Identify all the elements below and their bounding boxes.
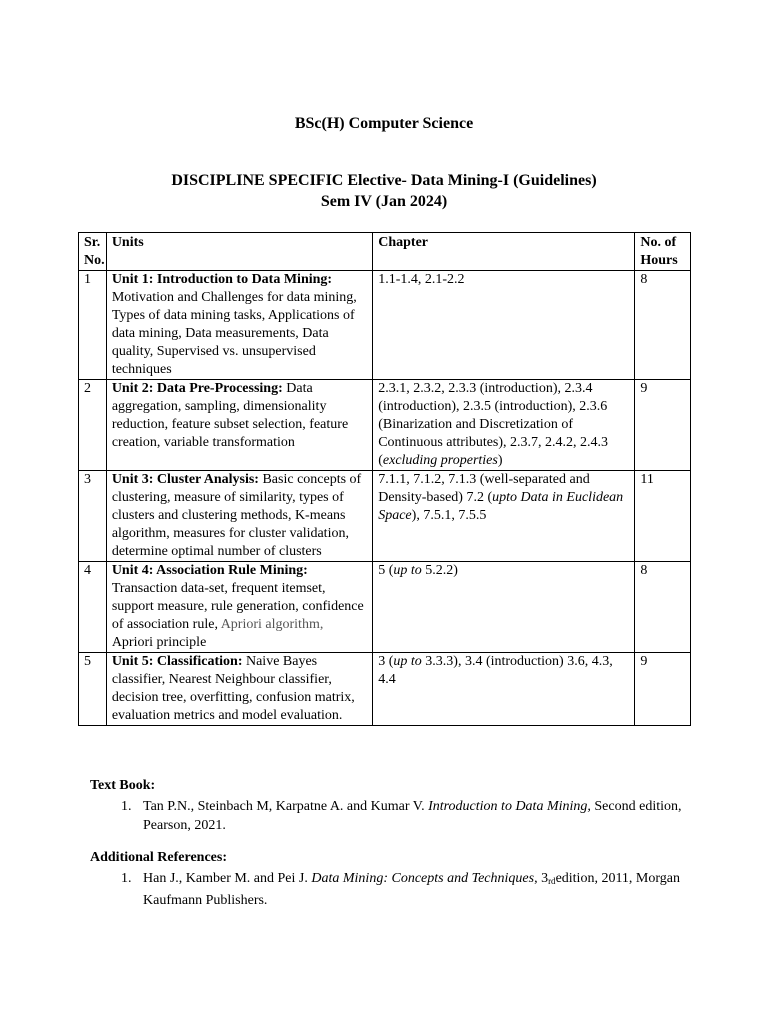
table-row bbox=[79, 562, 691, 653]
chapter-italic: excluding properties bbox=[382, 453, 498, 468]
row-hours: 8 bbox=[635, 271, 691, 380]
reference-item bbox=[135, 869, 725, 910]
row-hours: 9 bbox=[635, 380, 691, 471]
header-chapter: Chapter bbox=[373, 233, 635, 271]
reference-item bbox=[135, 797, 725, 835]
chapter-text: 5.2.2) bbox=[421, 563, 458, 578]
row-srno: 5 bbox=[79, 653, 107, 726]
row-hours: 8 bbox=[635, 562, 691, 653]
chapter-text: 3.3.3), 3.4 (introduction) 3.6, 4.3, 4.4 bbox=[378, 654, 613, 687]
semester-title: Sem IV (Jan 2024) bbox=[320, 193, 448, 210]
program-title: BSc(H) Computer Science bbox=[294, 115, 474, 132]
row-srno: 4 bbox=[79, 562, 107, 653]
unit-title: Unit 5: Classification: bbox=[111, 654, 243, 669]
unit-text: Naive Bayes classifier, Nearest Neighbour classifier, decision tree, overfitting, confusion matrix, evaluation metrics and model evaluation. bbox=[111, 654, 355, 723]
additional-references-list bbox=[90, 869, 725, 910]
course-title: DISCIPLINE SPECIFIC Elective- Data Mining-I (Guidelines) bbox=[171, 172, 597, 189]
row-units bbox=[106, 380, 372, 471]
chapter-text: ), 7.5.1, 7.5.5 bbox=[411, 508, 487, 523]
row-units bbox=[106, 271, 372, 380]
text-book-list bbox=[90, 797, 725, 835]
unit-text: Motivation and Challenges for data mining, Types of data mining tasks, Applications of data mining, Data measurements, Data quality, Supervised vs. unsupervised techniques bbox=[111, 290, 357, 377]
reference-authors: Tan P.N., Steinbach M, Karpatne A. and Kumar V. bbox=[143, 799, 429, 814]
unit-title: Unit 4: Association Rule Mining: bbox=[111, 563, 308, 578]
table-row bbox=[79, 471, 691, 562]
chapter-text: ) bbox=[497, 453, 503, 468]
row-units bbox=[106, 653, 372, 726]
row-hours: 9 bbox=[635, 653, 691, 726]
unit-title: Unit 2: Data Pre-Processing: bbox=[111, 381, 283, 396]
unit-title: Unit 1: Introduction to Data Mining: bbox=[111, 272, 333, 287]
reference-title: Introduction to Data Mining, bbox=[428, 799, 591, 814]
additional-references-heading: Additional References: bbox=[90, 850, 227, 865]
additional-references-section bbox=[90, 848, 725, 910]
header-units: Units bbox=[106, 233, 372, 271]
text-book-heading: Text Book: bbox=[90, 778, 156, 793]
unit-text-end: Apriori principle bbox=[111, 635, 207, 650]
row-srno: 3 bbox=[79, 471, 107, 562]
chapter-italic: upto Data in Euclidean Space bbox=[378, 490, 624, 523]
unit-title: Unit 3: Cluster Analysis: bbox=[111, 472, 259, 487]
table-row bbox=[79, 271, 691, 380]
unit-text: Data aggregation, sampling, dimensionality reduction, feature subset selection, feature creation, variable transformation bbox=[111, 381, 349, 450]
row-chapter bbox=[373, 380, 635, 471]
ordinal-superscript: rd bbox=[548, 876, 556, 886]
row-srno: 1 bbox=[79, 271, 107, 380]
header-srno: Sr. No. bbox=[79, 233, 107, 271]
unit-text: Transaction data-set, frequent itemset, support measure, rule generation, confidence of association rule, bbox=[111, 581, 364, 632]
chapter-text: 7.1.1, 7.1.2, 7.1.3 (well-separated and Density-based) 7.2 ( bbox=[378, 472, 590, 505]
row-chapter bbox=[373, 471, 635, 562]
chapter-text: 5 ( bbox=[378, 563, 394, 578]
reference-details: edition, 2011, Morgan Kaufmann Publishers. bbox=[143, 871, 680, 908]
table-header-row bbox=[79, 233, 691, 271]
row-chapter bbox=[373, 653, 635, 726]
reference-authors: Han J., Kamber M. and Pei J. bbox=[143, 871, 312, 886]
chapter-text: 3 ( bbox=[378, 654, 394, 669]
chapter-italic: up to bbox=[393, 563, 422, 578]
table-row bbox=[79, 653, 691, 726]
chapter-text: 2.3.1, 2.3.2, 2.3.3 (introduction), 2.3.4 (introduction), 2.3.5 (introduction), 2.3.6 (Binarization and Discretization of Continuous attributes), 2.3.7, 2.4.2, 2.4.3 ( bbox=[378, 381, 609, 468]
text-book-section bbox=[90, 776, 725, 835]
row-chapter: 1.1-1.4, 2.1-2.2 bbox=[373, 271, 635, 380]
row-srno: 2 bbox=[79, 380, 107, 471]
chapter-italic: up to bbox=[393, 654, 422, 669]
row-units bbox=[106, 562, 372, 653]
reference-details: Second edition, Pearson, 2021. bbox=[143, 799, 682, 833]
row-chapter bbox=[373, 562, 635, 653]
syllabus-table bbox=[78, 232, 691, 726]
unit-text: Basic concepts of clustering, measure of similarity, types of clusters and clustering methods, K-means algorithm, measures for cluster validation, determine optimal number of clusters bbox=[111, 472, 362, 559]
header-hours: No. of Hours bbox=[635, 233, 691, 271]
table-row bbox=[79, 380, 691, 471]
row-hours: 11 bbox=[635, 471, 691, 562]
reference-title: Data Mining: Concepts and Techniques bbox=[311, 871, 535, 886]
reference-details: , 3 bbox=[534, 871, 549, 886]
row-units bbox=[106, 471, 372, 562]
unit-text-grey: Apriori algorithm, bbox=[220, 617, 324, 632]
